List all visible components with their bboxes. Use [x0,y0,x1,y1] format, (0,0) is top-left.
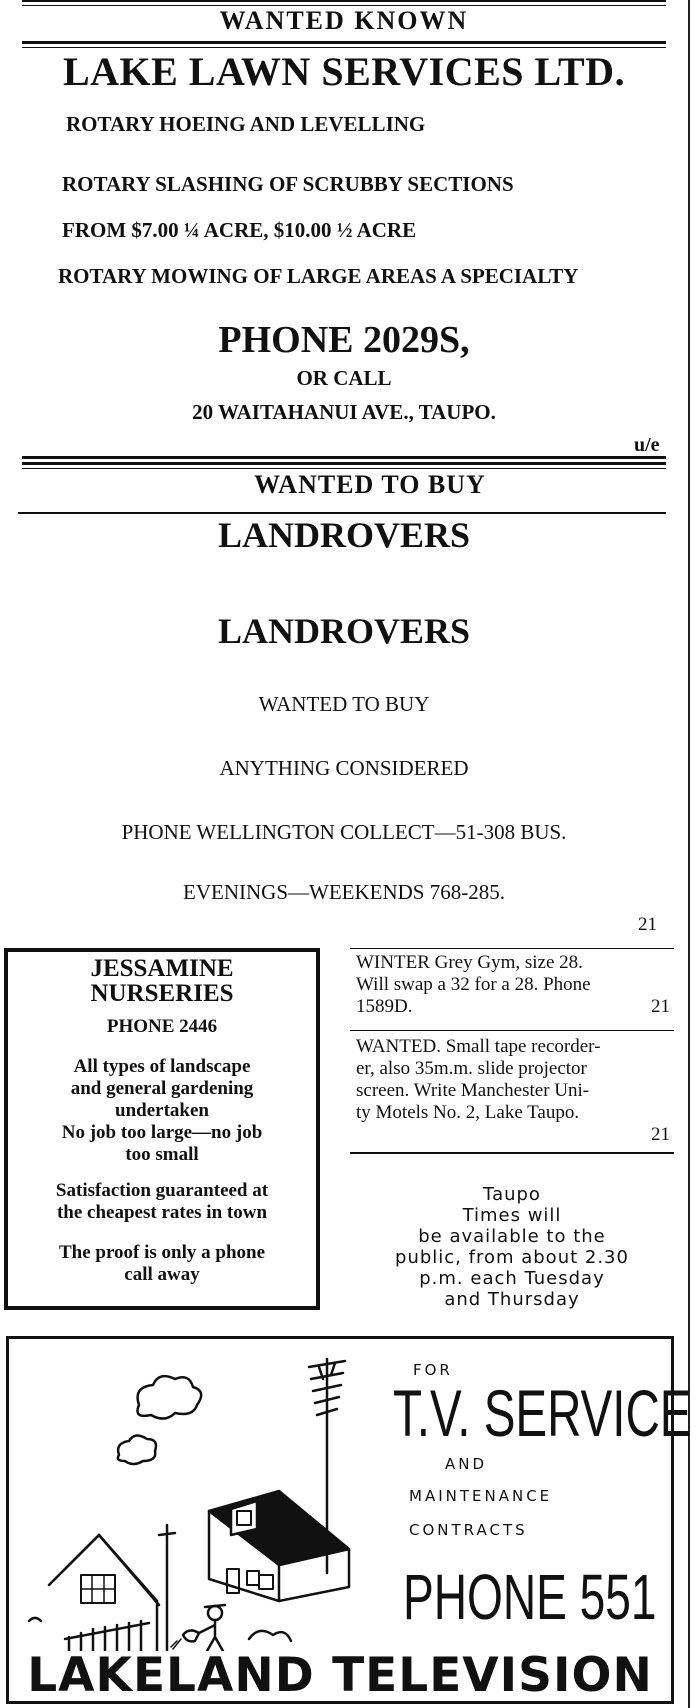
classified-ad-tape-recorder [356,1036,674,1146]
landrovers-code: 21 [638,914,657,935]
lake-lawn-company-name: LAKE LAWN SERVICES LTD. [62,49,626,94]
lakeland-company-name: LAKELAND TELEVISION [27,1648,653,1703]
winter-gym-line3: 1589D. [356,996,413,1017]
lake-lawn-phone: PHONE 2029S, [218,319,470,361]
landrovers-heading-1: LANDROVERS [217,515,471,555]
lake-lawn-pricing: FROM $7.00 ¼ ACRE, $10.00 ½ ACRE [62,218,417,242]
classified-ad-winter-gym [356,952,674,1018]
jessamine-text-2b: too small [125,1144,199,1165]
notice-line2: Times will [462,1205,562,1226]
lakeland-tv-service: T.V. SERVICE [393,1376,692,1450]
jessamine-text-2a: No job too large—no job [61,1122,263,1143]
winter-gym-line2: Will swap a 32 for a 28. Phone [356,974,591,995]
lakeland-maintenance: MAINTENANCE [409,1487,553,1505]
lake-lawn-or-call: OR CALL [296,366,392,390]
jessamine-text-3a: Satisfaction guaranteed at [55,1180,269,1201]
winter-gym-code: 21 [651,996,670,1017]
notice-line4: public, from about 2.30 [395,1247,629,1268]
lake-lawn-service-mowing: ROTARY MOWING OF LARGE AREAS A SPECIALTY [58,264,579,288]
landrovers-heading-2: LANDROVERS [217,611,471,651]
tape-recorder-line4: ty Motels No. 2, Lake Taupo. [356,1102,580,1123]
wanted-known-header: WANTED KNOWN [219,6,469,35]
tape-recorder-line2: er, also 35m.m. slide projector [356,1058,587,1079]
lakeland-phone: PHONE 551 [403,1561,657,1633]
tape-recorder-line1: WANTED. Small tape recorder- [356,1036,601,1057]
landrovers-anything-considered: ANYTHING CONSIDERED [219,756,469,780]
landrovers-phone-wellington: PHONE WELLINGTON COLLECT—51-308 BUS. [121,820,567,844]
notice-line6: and Thursday [444,1289,580,1310]
lakeland-contracts: CONTRACTS [409,1521,528,1539]
notice-line5: p.m. each Tuesday [419,1268,605,1289]
tape-recorder-code: 21 [651,1124,670,1145]
winter-gym-line1: WINTER Grey Gym, size 28. [356,952,583,973]
house-antenna-illustration [9,1339,389,1651]
page-right-border [688,0,690,1708]
lake-lawn-service-slashing: ROTARY SLASHING OF SCRUBBY SECTIONS [62,172,514,196]
jessamine-name-line2: NURSERIES [90,980,234,1007]
jessamine-text-3b: the cheapest rates in town [56,1202,268,1223]
jessamine-phone: PHONE 2446 [106,1016,218,1037]
wanted-to-buy-header: WANTED TO BUY [254,470,486,499]
lakeland-for: FOR [413,1361,453,1379]
jessamine-text-1a: All types of landscape [73,1056,251,1077]
lake-lawn-service-hoeing: ROTARY HOEING AND LEVELLING [66,112,426,136]
notice-line3: be available to the [418,1226,606,1247]
jessamine-nurseries-ad [4,948,320,1310]
jessamine-text-1c: undertaken [115,1100,209,1121]
jessamine-text-4b: call away [124,1264,200,1285]
jessamine-name-line1: JESSAMINE [90,955,234,982]
landrovers-evenings: EVENINGS—WEEKENDS 768-285. [183,880,505,904]
notice-line1: Taupo [483,1184,541,1205]
landrovers-wanted-to-buy: WANTED TO BUY [258,692,430,716]
lake-lawn-code: u/e [634,434,660,456]
taupo-times-notice [350,1184,674,1310]
tape-recorder-line3: screen. Write Manchester Uni- [356,1080,590,1101]
jessamine-text-4a: The proof is only a phone [58,1242,266,1263]
lakeland-and: AND [445,1455,488,1473]
lake-lawn-address: 20 WAITAHANUI AVE., TAUPO. [192,400,496,424]
lakeland-television-ad [6,1336,692,1704]
jessamine-text-1b: and general gardening [70,1078,254,1099]
